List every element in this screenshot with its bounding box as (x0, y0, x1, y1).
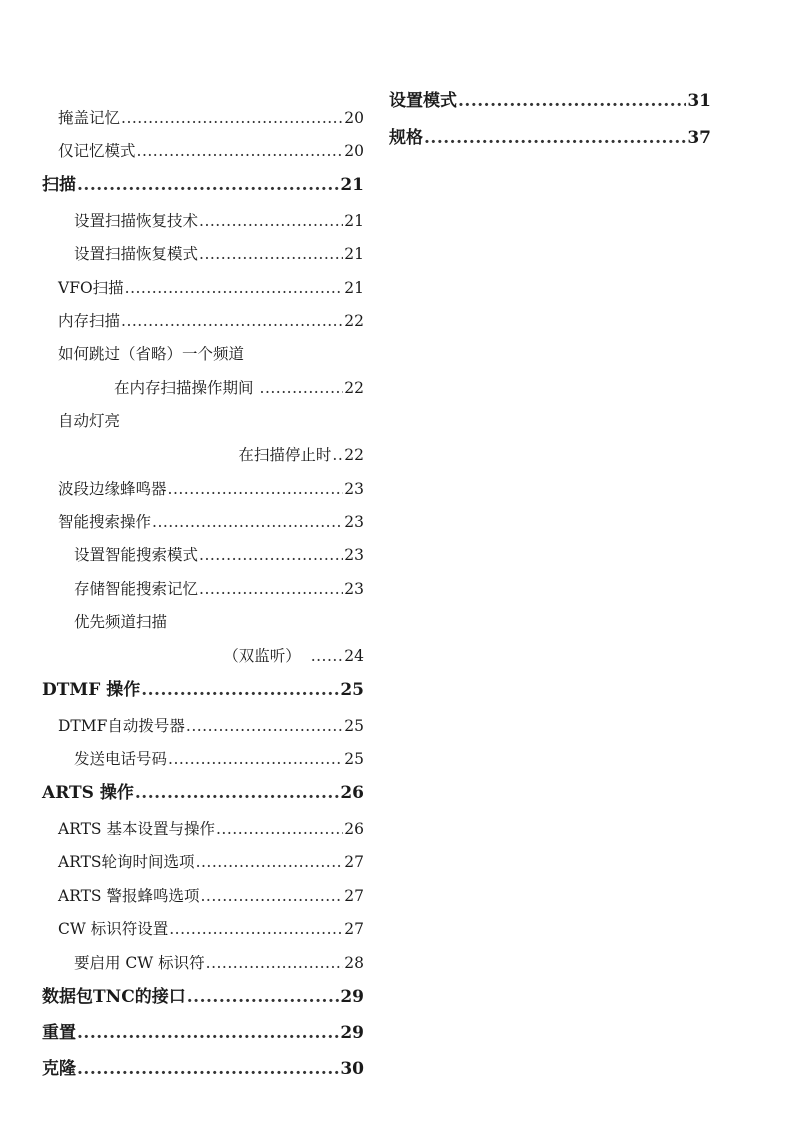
toc-section-page: 30 (340, 1059, 364, 1079)
toc-entry[interactable] (58, 311, 364, 331)
toc-section-entry[interactable] (42, 1059, 364, 1079)
toc-entry[interactable] (74, 749, 364, 769)
toc-entry-page: 22 (344, 446, 364, 464)
toc-entry-page: 22 (344, 312, 364, 330)
toc-section-title: 数据包TNC的接口 (42, 987, 186, 1007)
toc-leader (135, 783, 339, 803)
toc-entry-page: 23 (344, 513, 364, 531)
toc-entry-page: 24 (344, 647, 364, 665)
toc-entry-page: 23 (344, 546, 364, 564)
toc-section-title: DTMF 操作 (42, 680, 141, 700)
toc-leader (186, 716, 343, 736)
toc-entry[interactable] (74, 545, 364, 565)
toc-entry-title: 智能搜索操作 (58, 513, 152, 531)
toc-entry[interactable] (58, 108, 364, 128)
toc-section-page: 29 (340, 1023, 364, 1043)
toc-entry-page: 20 (344, 109, 364, 127)
toc-entry[interactable] (42, 646, 364, 666)
toc-leader (77, 175, 339, 195)
toc-leader (458, 91, 686, 111)
toc-entry[interactable] (74, 211, 364, 231)
toc-entry-page: 25 (344, 750, 364, 768)
toc-section-entry[interactable] (42, 783, 364, 803)
toc-entry[interactable] (58, 141, 364, 161)
toc-entry-title: VFO扫描 (58, 279, 124, 297)
toc-leader (77, 1059, 339, 1079)
toc-entry[interactable] (74, 579, 364, 599)
toc-section-page: 21 (340, 175, 364, 195)
toc-leader (168, 479, 344, 499)
toc-section-page: 31 (687, 91, 711, 111)
toc-leader (169, 919, 343, 939)
toc-entry-page: 27 (344, 853, 364, 871)
toc-section-entry[interactable] (389, 91, 711, 111)
toc-entry-page: 27 (344, 920, 364, 938)
toc-section-entry[interactable] (42, 987, 364, 1007)
toc-entry-title: 要启用 CW 标识符 (74, 954, 205, 972)
toc-leader (311, 646, 344, 666)
toc-entry[interactable] (58, 278, 364, 298)
toc-entry-title: 优先频道扫描 (74, 613, 168, 631)
toc-entry-page: 25 (344, 717, 364, 735)
toc-leader (199, 244, 343, 264)
toc-leader (168, 749, 343, 769)
toc-entry[interactable] (74, 953, 364, 973)
toc-entry-title: 设置智能搜索模式 (74, 546, 199, 564)
toc-leader (141, 680, 339, 700)
toc-entry[interactable] (74, 612, 364, 632)
toc-entry-title: 自动灯亮 (58, 412, 121, 430)
toc-leader (216, 819, 343, 839)
toc-section-title: 设置模式 (389, 91, 457, 111)
toc-entry-title: DTMF自动拨号器 (58, 717, 185, 735)
toc-entry-page: 27 (344, 887, 364, 905)
toc-entry-page: 21 (344, 279, 364, 297)
toc-section-title: 重置 (42, 1023, 76, 1043)
toc-section-entry[interactable] (42, 175, 364, 195)
toc-entry-page: 21 (344, 245, 364, 263)
toc-entry-title: CW 标识符设置 (58, 920, 169, 938)
toc-entry-title: 设置扫描恢复模式 (74, 245, 199, 263)
toc-entry-page: 28 (344, 954, 364, 972)
toc-entry[interactable] (58, 411, 364, 431)
toc-leader (206, 953, 344, 973)
toc-entry-title: 如何跳过（省略）一个频道 (58, 345, 245, 363)
toc-entry-title: 发送电话号码 (74, 750, 168, 768)
toc-leader (332, 445, 343, 465)
toc-entry[interactable] (58, 919, 364, 939)
toc-entry-page: 21 (344, 212, 364, 230)
toc-leader (196, 852, 344, 872)
toc-leader (200, 886, 343, 906)
toc-entry-title: 内存扫描 (58, 312, 121, 330)
toc-leader (199, 545, 343, 565)
toc-entry-title: ARTS 基本设置与操作 (58, 820, 215, 838)
toc-section-page: 26 (340, 783, 364, 803)
toc-section-title: ARTS 操作 (42, 783, 134, 803)
toc-leader (125, 278, 344, 298)
toc-entry[interactable] (58, 512, 364, 532)
toc-entry-title: ARTS 警报蜂鸣选项 (58, 887, 200, 905)
toc-entry-title: （双监听） (223, 647, 301, 665)
toc-section-entry[interactable] (42, 1023, 364, 1043)
toc-section-page: 37 (687, 128, 711, 148)
toc-entry-page: 23 (344, 580, 364, 598)
toc-leader (77, 1023, 339, 1043)
toc-entry-title: ARTS轮询时间选项 (58, 853, 195, 871)
toc-entry[interactable] (42, 445, 364, 465)
toc-leader (121, 311, 343, 331)
toc-entry[interactable] (58, 716, 364, 736)
toc-entry[interactable] (58, 344, 364, 364)
toc-leader (137, 141, 344, 161)
toc-entry-page: 26 (344, 820, 364, 838)
toc-section-title: 扫描 (42, 175, 76, 195)
toc-entry-page: 20 (344, 142, 364, 160)
toc-section-page: 29 (340, 987, 364, 1007)
toc-entry-title: 仅记忆模式 (58, 142, 136, 160)
toc-entry[interactable] (58, 819, 364, 839)
toc-leader (424, 128, 686, 148)
toc-section-page: 25 (340, 680, 364, 700)
toc-entry[interactable] (58, 479, 364, 499)
toc-section-title: 规格 (389, 128, 423, 148)
toc-section-entry[interactable] (42, 680, 364, 700)
toc-entry[interactable] (58, 852, 364, 872)
toc-leader (199, 579, 343, 599)
toc-entry-title: 设置扫描恢复技术 (74, 212, 199, 230)
toc-entry-title: 在内存扫描操作期间 (114, 379, 254, 397)
toc-entry[interactable] (114, 378, 364, 398)
toc-entry-page: 23 (344, 480, 364, 498)
toc-leader (199, 211, 343, 231)
toc-entry-page: 22 (344, 379, 364, 397)
toc-entry-title: 掩盖记忆 (58, 109, 121, 127)
toc-leader (260, 378, 344, 398)
toc-leader (121, 108, 343, 128)
toc-section-title: 克隆 (42, 1059, 76, 1079)
toc-leader (152, 512, 343, 532)
toc-section-entry[interactable] (389, 128, 711, 148)
toc-leader (187, 987, 340, 1007)
toc-entry-title: 在扫描停止时 (238, 446, 332, 464)
toc-entry[interactable] (74, 244, 364, 264)
toc-entry-title: 存储智能搜索记忆 (74, 580, 199, 598)
toc-entry[interactable] (58, 886, 364, 906)
toc-entry-title: 波段边缘蜂鸣器 (58, 480, 167, 498)
